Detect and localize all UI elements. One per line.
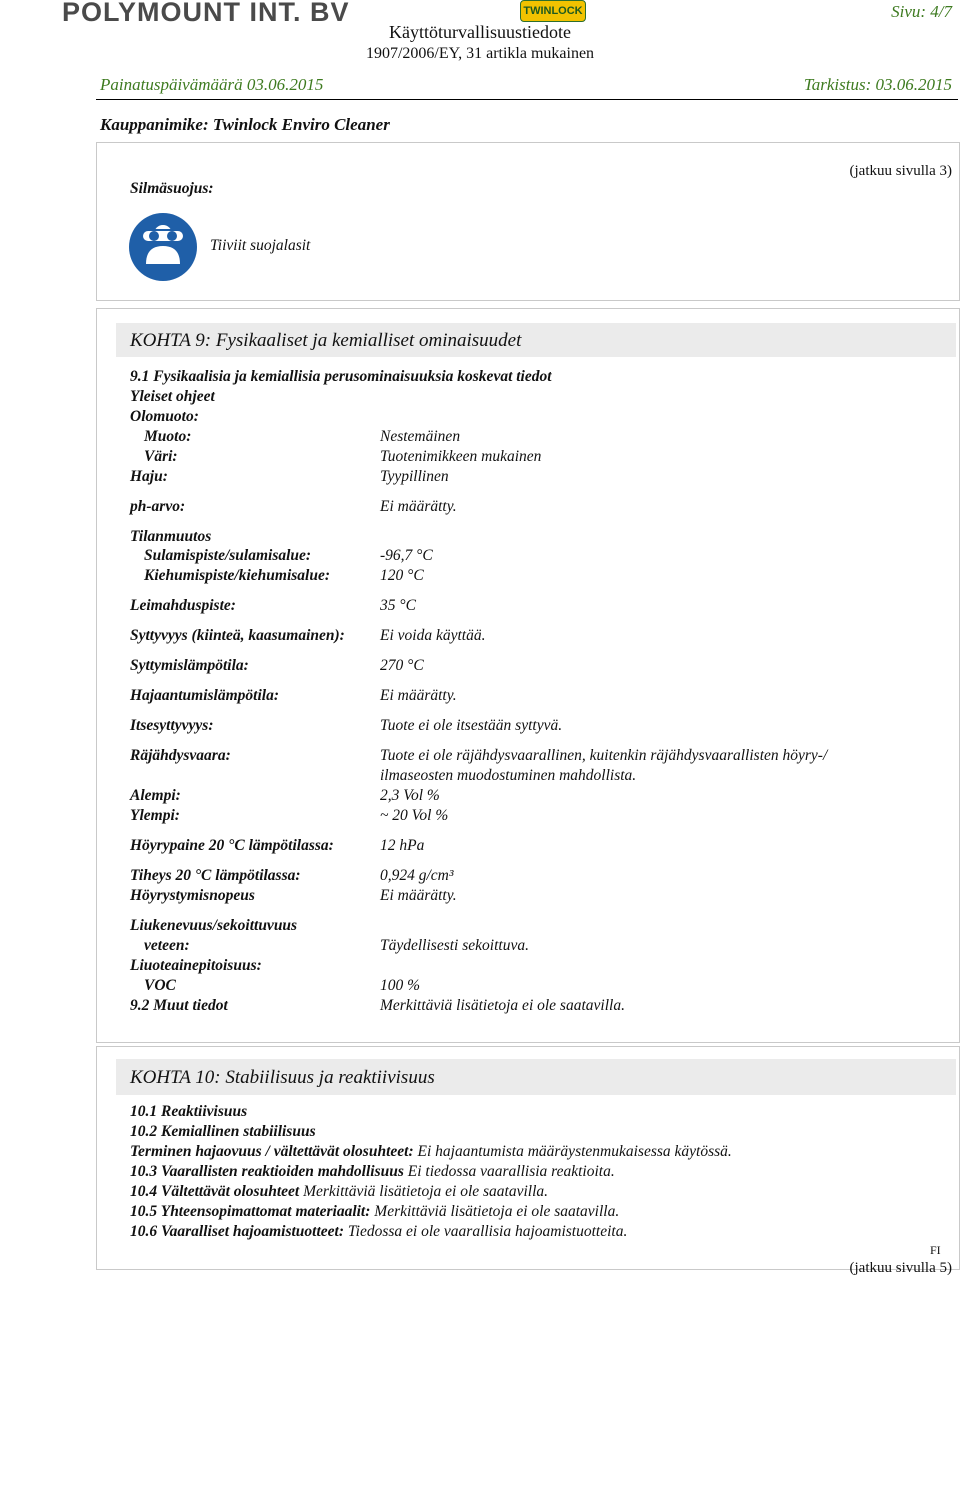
- property-label: Höyrypaine 20 °C lämpötilassa:: [130, 837, 334, 854]
- property-value: Ei voida käyttää.: [380, 627, 486, 644]
- property-label: Muoto:: [144, 428, 192, 445]
- continued-on-note: (jatkuu sivulla 5): [849, 1260, 952, 1276]
- property-label: Kiehumispiste/kiehumisalue:: [144, 567, 331, 584]
- section-10-item: Terminen hajaovuus / vältettävät olosuhteet: Ei hajaantumista määräystenmukaisessa käytössä.: [130, 1143, 732, 1160]
- property-label: VOC: [144, 977, 176, 994]
- property-value: Nestemäinen: [380, 428, 461, 445]
- property-label: Tiheys 20 °C lämpötilassa:: [130, 867, 301, 884]
- property-value: Merkittäviä lisätietoja ei ole saatavilla.: [380, 997, 625, 1014]
- print-date: Painatuspäivämäärä 03.06.2015: [100, 75, 324, 94]
- property-value: Ei määrätty.: [380, 498, 457, 515]
- section-10-item: 10.4 Vältettävät olosuhteet Merkittäviä lisätietoja ei ole saatavilla.: [130, 1183, 549, 1200]
- safety-goggles-icon: [128, 212, 198, 282]
- property-value: 270 °C: [380, 657, 424, 674]
- section-10-item: 10.5 Yhteensopimattomat materiaalit: Merkittäviä lisätietoja ei ole saatavilla.: [130, 1203, 620, 1220]
- property-value: 120 °C: [380, 567, 424, 584]
- property-value: 2,3 Vol %: [380, 787, 440, 804]
- appearance-label: Olomuoto:: [130, 408, 199, 425]
- property-label: Leimahduspiste:: [130, 597, 236, 614]
- property-label: Haju:: [130, 468, 168, 485]
- page-number: Sivu: 4/7: [891, 2, 952, 21]
- trade-name: Kauppanimike: Twinlock Enviro Cleaner: [100, 115, 390, 134]
- property-value: Tuote ei ole itsestään syttyvä.: [380, 717, 563, 734]
- section-10-item: 10.3 Vaarallisten reaktioiden mahdollisuus Ei tiedossa vaarallisia reaktioita.: [130, 1163, 615, 1180]
- property-value: Ei määrätty.: [380, 687, 457, 704]
- company-logo: [62, 0, 350, 27]
- property-value: Tuotenimikkeen mukainen: [380, 448, 542, 465]
- eye-protection-label: Silmäsuojus:: [130, 180, 214, 197]
- property-label: Tilanmuutos: [130, 528, 212, 545]
- section-10-title: KOHTA 10: Stabiilisuus ja reaktiivisuus: [130, 1067, 435, 1088]
- revision-date: Tarkistus: 03.06.2015: [803, 75, 952, 94]
- property-value: 12 hPa: [380, 837, 425, 854]
- property-value: Täydellisesti sekoittuva.: [380, 937, 529, 954]
- property-label: Syttyvyys (kiinteä, kaasumainen):: [130, 627, 345, 644]
- general-info-label: Yleiset ohjeet: [130, 388, 215, 405]
- section-10-item: 10.1 Reaktiivisuus: [130, 1103, 248, 1120]
- property-label: 9.2 Muut tiedot: [130, 997, 228, 1014]
- property-label: Alempi:: [130, 787, 181, 804]
- eye-protection-text: Tiiviit suojalasit: [210, 237, 311, 254]
- eye-protection-box: [96, 142, 960, 301]
- property-value: 0,924 g/cm³: [380, 867, 454, 884]
- property-label: Liukenevuus/sekoittuvuus: [130, 917, 298, 934]
- header-divider: [96, 99, 958, 100]
- property-value: ~ 20 Vol %: [380, 807, 449, 824]
- section-9-subtitle: 9.1 Fysikaalisia ja kemiallisia perusominaisuuksia koskevat tiedot: [130, 368, 552, 385]
- property-label: Hajaantumislämpötila:: [130, 687, 279, 704]
- property-label: Väri:: [144, 448, 178, 465]
- language-code: FI: [930, 1243, 941, 1257]
- property-value: Ei määrätty.: [380, 887, 457, 904]
- property-label: Syttymislämpötila:: [130, 657, 249, 674]
- property-value-continued: ilmaseosten muodostuminen mahdollista.: [380, 767, 637, 784]
- property-value: 35 °C: [380, 597, 416, 614]
- brand-badge: TWINLOCK: [520, 0, 586, 22]
- property-label: ph-arvo:: [130, 498, 186, 515]
- property-label: Itsesyttyvyys:: [130, 717, 214, 734]
- document-title: Käyttöturvallisuustiedote: [389, 22, 571, 42]
- regulation-line: 1907/2006/EY, 31 artikla mukainen: [365, 45, 595, 62]
- property-value: -96,7 °C: [380, 547, 433, 564]
- section-10-item: 10.6 Vaaralliset hajoamistuotteet: Tiedossa ei ole vaarallisia hajoamistuotteita.: [130, 1223, 628, 1240]
- property-value: 100 %: [380, 977, 421, 994]
- company-logo-text: POLYMOUNT INT. BV: [62, 0, 350, 27]
- property-label: Ylempi:: [130, 807, 180, 824]
- property-label: Höyrystymisnopeus: [130, 887, 255, 904]
- section-9-title: KOHTA 9: Fysikaaliset ja kemialliset ominaisuudet: [130, 330, 522, 351]
- continued-from-note: (jatkuu sivulla 3): [849, 163, 952, 179]
- property-value: Tuote ei ole räjähdysvaarallinen, kuitenkin räjähdysvaarallisten höyry-/: [380, 747, 828, 764]
- property-label: Räjähdysvaara:: [130, 747, 231, 764]
- section-10-item: 10.2 Kemiallinen stabiilisuus: [130, 1123, 316, 1140]
- property-label: Liuoteainepitoisuus:: [130, 957, 262, 974]
- property-value: Tyypillinen: [380, 468, 449, 485]
- property-label: veteen:: [144, 937, 190, 954]
- property-label: Sulamispiste/sulamisalue:: [144, 547, 312, 564]
